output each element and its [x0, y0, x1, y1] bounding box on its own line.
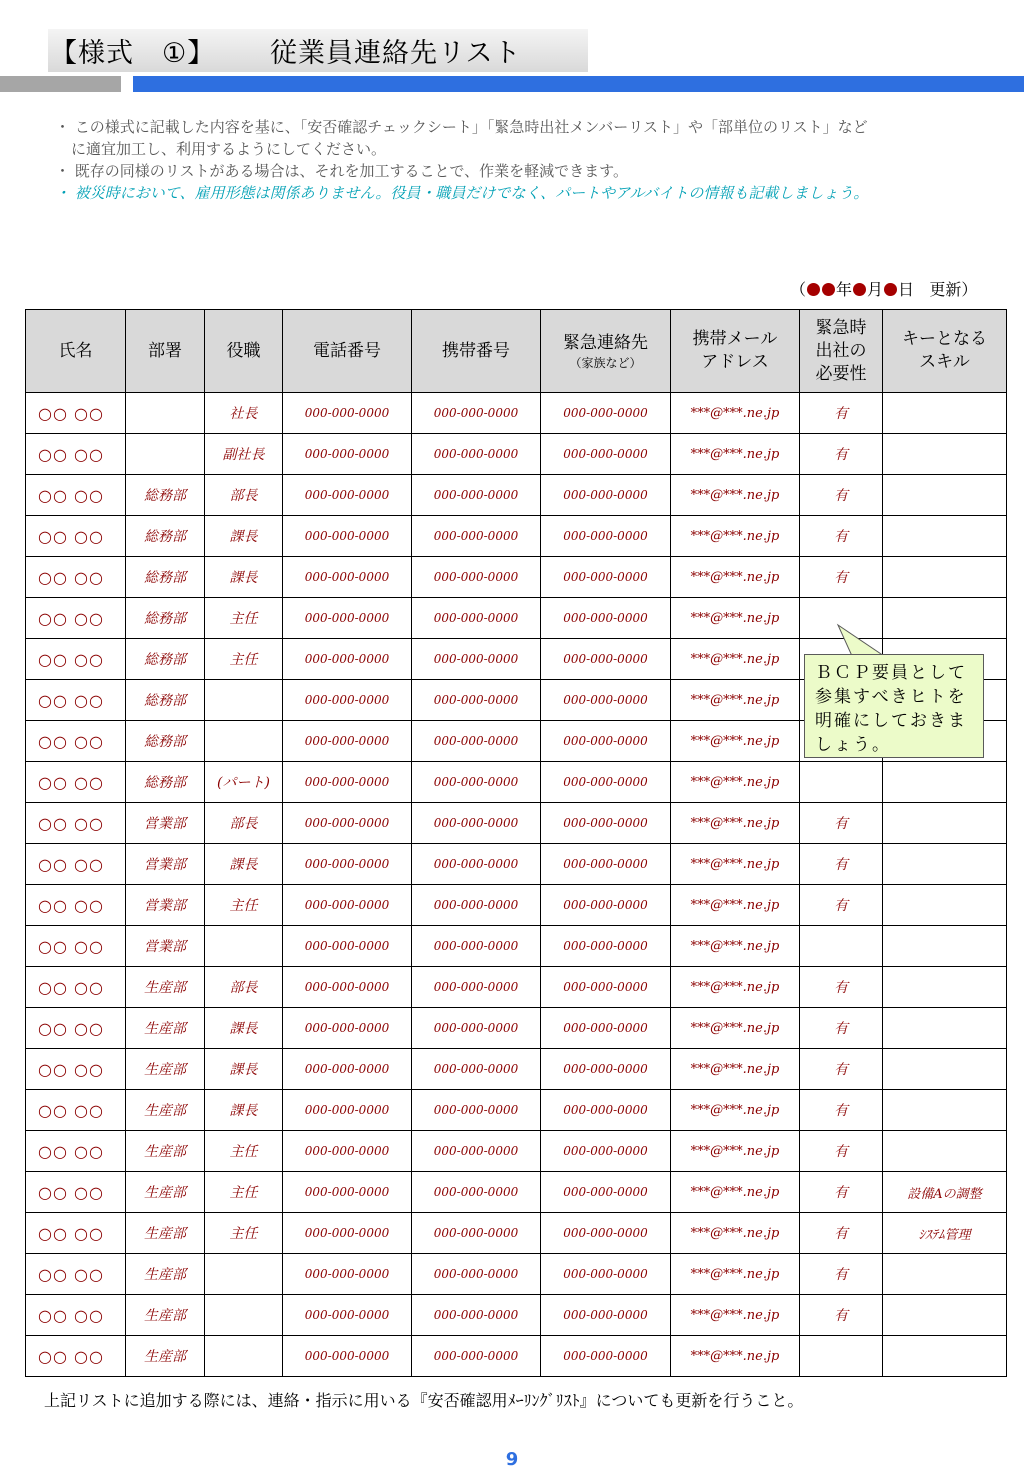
cell-mobile: 000-000-0000: [412, 393, 541, 434]
cell-emergency: 000-000-0000: [541, 393, 671, 434]
cell-dept: 生産部: [126, 1213, 205, 1254]
table-row: [26, 1090, 1007, 1131]
header-phone: 電話番号: [283, 310, 412, 393]
cell-dept: 営業部: [126, 885, 205, 926]
cell-need: 有: [800, 1131, 883, 1172]
cell-mail: ***@***.ne.jp: [671, 1336, 800, 1377]
cell-dept: 総務部: [126, 516, 205, 557]
header-name: 氏名: [26, 310, 126, 393]
cell-name: ○○ ○○: [26, 1049, 126, 1090]
cell-role: 課長: [205, 1090, 283, 1131]
cell-role: 課長: [205, 844, 283, 885]
cell-phone: 000-000-0000: [283, 844, 412, 885]
cell-phone: 000-000-0000: [283, 1336, 412, 1377]
cell-role: 部長: [205, 475, 283, 516]
update-year: 年: [836, 280, 853, 299]
table-row: [26, 1254, 1007, 1295]
cell-skill: [883, 393, 1007, 434]
cell-mobile: 000-000-0000: [412, 1295, 541, 1336]
cell-role: 主任: [205, 639, 283, 680]
header-need-line3: 必要性: [815, 363, 867, 384]
cell-mail: ***@***.ne.jp: [671, 1049, 800, 1090]
cell-role: 主任: [205, 1172, 283, 1213]
table-row: [26, 1336, 1007, 1377]
cell-name: ○○ ○○: [26, 967, 126, 1008]
cell-skill: [883, 803, 1007, 844]
cell-role: 主任: [205, 1131, 283, 1172]
cell-phone: 000-000-0000: [283, 475, 412, 516]
cell-emergency: 000-000-0000: [541, 434, 671, 475]
cell-mobile: 000-000-0000: [412, 434, 541, 475]
cell-need: 有: [800, 885, 883, 926]
page-number: 9: [505, 1449, 519, 1470]
title-box: [48, 29, 588, 72]
cell-name: ○○ ○○: [26, 762, 126, 803]
cell-dept: 生産部: [126, 1295, 205, 1336]
cell-mail: ***@***.ne.jp: [671, 803, 800, 844]
cell-phone: 000-000-0000: [283, 557, 412, 598]
table-row: [26, 967, 1007, 1008]
cell-mobile: 000-000-0000: [412, 844, 541, 885]
cell-mail: ***@***.ne.jp: [671, 762, 800, 803]
cell-phone: 000-000-0000: [283, 967, 412, 1008]
cell-mail: ***@***.ne.jp: [671, 680, 800, 721]
cell-name: ○○ ○○: [26, 598, 126, 639]
cell-phone: 000-000-0000: [283, 598, 412, 639]
cell-name: ○○ ○○: [26, 434, 126, 475]
update-month: 月: [867, 280, 884, 299]
table-row: [26, 434, 1007, 475]
cell-mobile: 000-000-0000: [412, 1254, 541, 1295]
cell-mail: ***@***.ne.jp: [671, 1295, 800, 1336]
cell-skill: [883, 1090, 1007, 1131]
cell-emergency: 000-000-0000: [541, 762, 671, 803]
cell-skill: [883, 557, 1007, 598]
cell-phone: 000-000-0000: [283, 1090, 412, 1131]
cell-mobile: 000-000-0000: [412, 885, 541, 926]
cell-mail: ***@***.ne.jp: [671, 598, 800, 639]
table-row: [26, 844, 1007, 885]
header-bar-gray: [0, 76, 121, 92]
placeholder-dot-icon: [822, 283, 835, 296]
cell-mobile: 000-000-0000: [412, 1131, 541, 1172]
cell-need: 有: [800, 393, 883, 434]
cell-name: ○○ ○○: [26, 680, 126, 721]
cell-skill: [883, 967, 1007, 1008]
placeholder-dot-icon: [807, 283, 820, 296]
instructions: [55, 116, 995, 204]
cell-need: 有: [800, 967, 883, 1008]
cell-mail: ***@***.ne.jp: [671, 926, 800, 967]
header-mobile: 携帯番号: [412, 310, 541, 393]
cell-need: 有: [800, 844, 883, 885]
cell-mail: ***@***.ne.jp: [671, 434, 800, 475]
cell-skill: 設備Aの調整: [883, 1172, 1007, 1213]
cell-mobile: 000-000-0000: [412, 803, 541, 844]
cell-emergency: 000-000-0000: [541, 1090, 671, 1131]
note-line: ・ 既存の同様のリストがある場合は、それを加工することで、作業を軽減できます。: [55, 162, 628, 180]
cell-dept: 生産部: [126, 1090, 205, 1131]
cell-mobile: 000-000-0000: [412, 1090, 541, 1131]
cell-emergency: 000-000-0000: [541, 1295, 671, 1336]
cell-mail: ***@***.ne.jp: [671, 639, 800, 680]
cell-skill: [883, 598, 1007, 639]
cell-dept: 生産部: [126, 1131, 205, 1172]
header-mail-line2: アドレス: [701, 352, 769, 372]
cell-name: ○○ ○○: [26, 557, 126, 598]
cell-role: [205, 926, 283, 967]
cell-mobile: 000-000-0000: [412, 557, 541, 598]
cell-need: [800, 1336, 883, 1377]
cell-emergency: 000-000-0000: [541, 967, 671, 1008]
cell-name: ○○ ○○: [26, 1213, 126, 1254]
cell-dept: 総務部: [126, 762, 205, 803]
cell-skill: [883, 1295, 1007, 1336]
cell-skill: [883, 1336, 1007, 1377]
cell-mail: ***@***.ne.jp: [671, 393, 800, 434]
cell-phone: 000-000-0000: [283, 762, 412, 803]
cell-dept: 総務部: [126, 598, 205, 639]
cell-role: 副社長: [205, 434, 283, 475]
table-row: [26, 557, 1007, 598]
bcp-callout: [804, 654, 984, 758]
placeholder-dot-icon: [853, 283, 866, 296]
placeholder-dot-icon: [884, 283, 897, 296]
cell-mobile: 000-000-0000: [412, 1008, 541, 1049]
cell-skill: [883, 844, 1007, 885]
header-bar-blue: [133, 76, 1024, 92]
cell-mail: ***@***.ne.jp: [671, 557, 800, 598]
cell-mail: ***@***.ne.jp: [671, 967, 800, 1008]
header-mail: [671, 310, 800, 393]
table-row: [26, 1295, 1007, 1336]
cell-role: 課長: [205, 1008, 283, 1049]
update-open: （: [790, 280, 807, 299]
cell-skill: [883, 434, 1007, 475]
form-label: 【様式 ①】: [50, 38, 216, 69]
cell-mobile: 000-000-0000: [412, 721, 541, 762]
cell-name: ○○ ○○: [26, 885, 126, 926]
cell-phone: 000-000-0000: [283, 639, 412, 680]
callout-line: 明確にしておきま: [815, 711, 967, 731]
header-emergency: [541, 310, 671, 393]
cell-skill: ｼｽﾃﾑ管理: [883, 1213, 1007, 1254]
header-skill: [883, 310, 1007, 393]
note-line: ・ この様式に記載した内容を基に、「安否確認チェックシート」「緊急時出社メンバーリスト」や「部単位のリスト」など: [55, 118, 868, 136]
table-row: [26, 1213, 1007, 1254]
cell-name: ○○ ○○: [26, 1295, 126, 1336]
cell-dept: 生産部: [126, 1254, 205, 1295]
cell-emergency: 000-000-0000: [541, 1254, 671, 1295]
cell-phone: 000-000-0000: [283, 680, 412, 721]
cell-name: ○○ ○○: [26, 639, 126, 680]
cell-role: 課長: [205, 1049, 283, 1090]
table-row: [26, 1172, 1007, 1213]
cell-dept: 生産部: [126, 967, 205, 1008]
cell-mobile: 000-000-0000: [412, 1049, 541, 1090]
header-emergency-main: 緊急連絡先: [563, 332, 648, 353]
cell-phone: 000-000-0000: [283, 1295, 412, 1336]
header-skill-line1: キーとなる: [902, 329, 987, 349]
cell-name: ○○ ○○: [26, 844, 126, 885]
header-need: [800, 310, 883, 393]
cell-phone: 000-000-0000: [283, 1172, 412, 1213]
update-stamp: [790, 277, 977, 300]
cell-mobile: 000-000-0000: [412, 762, 541, 803]
note-line: に適宜加工し、利用するようにしてください。: [71, 140, 387, 158]
cell-name: ○○ ○○: [26, 1336, 126, 1377]
cell-phone: 000-000-0000: [283, 1254, 412, 1295]
cell-role: [205, 1254, 283, 1295]
cell-role: [205, 680, 283, 721]
cell-need: 有: [800, 1049, 883, 1090]
cell-emergency: 000-000-0000: [541, 844, 671, 885]
table-row: [26, 926, 1007, 967]
cell-role: [205, 721, 283, 762]
cell-name: ○○ ○○: [26, 1131, 126, 1172]
cell-mobile: 000-000-0000: [412, 967, 541, 1008]
footer-note: 上記リストに追加する際には、連絡・指示に用いる『安否確認用ﾒｰﾘﾝｸﾞﾘｽﾄ』についても更新を行うこと。: [44, 1391, 804, 1410]
note-line-highlight: ・ 被災時において、雇用形態は関係ありません。役員・職員だけでなく、パートやアルバイトの情報も記載しましょう。: [55, 184, 869, 202]
cell-dept: [126, 434, 205, 475]
cell-mobile: 000-000-0000: [412, 680, 541, 721]
table-row: [26, 516, 1007, 557]
cell-dept: 生産部: [126, 1172, 205, 1213]
callout-pointer: [832, 623, 892, 658]
cell-name: ○○ ○○: [26, 803, 126, 844]
cell-phone: 000-000-0000: [283, 1131, 412, 1172]
cell-emergency: 000-000-0000: [541, 516, 671, 557]
cell-emergency: 000-000-0000: [541, 803, 671, 844]
cell-need: [800, 762, 883, 803]
cell-need: 有: [800, 803, 883, 844]
cell-phone: 000-000-0000: [283, 393, 412, 434]
cell-role: 課長: [205, 557, 283, 598]
cell-mobile: 000-000-0000: [412, 1213, 541, 1254]
cell-emergency: 000-000-0000: [541, 1213, 671, 1254]
table-row: [26, 762, 1007, 803]
cell-name: ○○ ○○: [26, 1090, 126, 1131]
cell-dept: 営業部: [126, 803, 205, 844]
cell-emergency: 000-000-0000: [541, 1336, 671, 1377]
cell-name: ○○ ○○: [26, 475, 126, 516]
cell-mail: ***@***.ne.jp: [671, 844, 800, 885]
cell-name: ○○ ○○: [26, 1254, 126, 1295]
cell-dept: 総務部: [126, 680, 205, 721]
cell-phone: 000-000-0000: [283, 1213, 412, 1254]
cell-mail: ***@***.ne.jp: [671, 475, 800, 516]
table-row: [26, 393, 1007, 434]
header-dept: 部署: [126, 310, 205, 393]
cell-need: 有: [800, 1254, 883, 1295]
cell-skill: [883, 1008, 1007, 1049]
cell-name: ○○ ○○: [26, 721, 126, 762]
cell-role: 課長: [205, 516, 283, 557]
callout-line: 参集すべきヒトを: [815, 687, 967, 707]
cell-mobile: 000-000-0000: [412, 926, 541, 967]
cell-need: 有: [800, 1090, 883, 1131]
cell-dept: 総務部: [126, 475, 205, 516]
header-role: 役職: [205, 310, 283, 393]
table-header-row: [26, 310, 1007, 393]
cell-name: ○○ ○○: [26, 1008, 126, 1049]
cell-role: (パート): [205, 762, 283, 803]
cell-emergency: 000-000-0000: [541, 639, 671, 680]
cell-role: 社長: [205, 393, 283, 434]
table-row: [26, 1008, 1007, 1049]
cell-mail: ***@***.ne.jp: [671, 1213, 800, 1254]
cell-need: 有: [800, 1213, 883, 1254]
cell-phone: 000-000-0000: [283, 885, 412, 926]
cell-name: ○○ ○○: [26, 393, 126, 434]
cell-dept: 総務部: [126, 721, 205, 762]
cell-emergency: 000-000-0000: [541, 1131, 671, 1172]
cell-role: 主任: [205, 598, 283, 639]
cell-skill: [883, 762, 1007, 803]
cell-emergency: 000-000-0000: [541, 680, 671, 721]
cell-skill: [883, 475, 1007, 516]
cell-skill: [883, 1049, 1007, 1090]
cell-mobile: 000-000-0000: [412, 1336, 541, 1377]
cell-skill: [883, 1254, 1007, 1295]
cell-dept: 生産部: [126, 1008, 205, 1049]
cell-role: 主任: [205, 1213, 283, 1254]
cell-dept: 生産部: [126, 1336, 205, 1377]
cell-emergency: 000-000-0000: [541, 598, 671, 639]
cell-mail: ***@***.ne.jp: [671, 1008, 800, 1049]
header-mail-line1: 携帯メール: [692, 329, 778, 349]
table-row: [26, 803, 1007, 844]
callout-line: ＢＣＰ要員として: [815, 663, 967, 683]
cell-name: ○○ ○○: [26, 1172, 126, 1213]
table-body: [26, 393, 1007, 1377]
cell-skill: [883, 926, 1007, 967]
cell-phone: 000-000-0000: [283, 926, 412, 967]
cell-phone: 000-000-0000: [283, 516, 412, 557]
cell-role: [205, 1336, 283, 1377]
header-need-line1: 緊急時: [815, 317, 867, 338]
cell-emergency: 000-000-0000: [541, 557, 671, 598]
cell-role: [205, 1295, 283, 1336]
cell-emergency: 000-000-0000: [541, 1049, 671, 1090]
cell-name: ○○ ○○: [26, 926, 126, 967]
header-emergency-sub: （家族など）: [569, 355, 642, 370]
cell-phone: 000-000-0000: [283, 1049, 412, 1090]
cell-dept: 生産部: [126, 1049, 205, 1090]
cell-need: 有: [800, 1295, 883, 1336]
cell-need: 有: [800, 557, 883, 598]
cell-emergency: 000-000-0000: [541, 885, 671, 926]
cell-mobile: 000-000-0000: [412, 1172, 541, 1213]
cell-phone: 000-000-0000: [283, 721, 412, 762]
contact-table: [25, 309, 1007, 1377]
cell-emergency: 000-000-0000: [541, 475, 671, 516]
cell-need: 有: [800, 516, 883, 557]
cell-role: 部長: [205, 803, 283, 844]
cell-need: 有: [800, 1008, 883, 1049]
cell-emergency: 000-000-0000: [541, 926, 671, 967]
cell-mail: ***@***.ne.jp: [671, 1254, 800, 1295]
cell-phone: 000-000-0000: [283, 803, 412, 844]
cell-need: 有: [800, 475, 883, 516]
cell-need: 有: [800, 434, 883, 475]
header-skill-line2: スキル: [919, 352, 970, 372]
update-day: 日: [898, 280, 915, 299]
cell-dept: 営業部: [126, 844, 205, 885]
cell-mobile: 000-000-0000: [412, 639, 541, 680]
cell-mobile: 000-000-0000: [412, 598, 541, 639]
cell-emergency: 000-000-0000: [541, 1008, 671, 1049]
cell-need: [800, 926, 883, 967]
cell-dept: 総務部: [126, 557, 205, 598]
cell-name: ○○ ○○: [26, 516, 126, 557]
cell-role: 主任: [205, 885, 283, 926]
cell-phone: 000-000-0000: [283, 434, 412, 475]
table-row: [26, 885, 1007, 926]
cell-skill: [883, 885, 1007, 926]
cell-mobile: 000-000-0000: [412, 516, 541, 557]
cell-need: 有: [800, 1172, 883, 1213]
cell-mail: ***@***.ne.jp: [671, 721, 800, 762]
cell-mail: ***@***.ne.jp: [671, 1172, 800, 1213]
cell-mobile: 000-000-0000: [412, 475, 541, 516]
header-need-line2: 出社の: [815, 340, 867, 361]
cell-mail: ***@***.ne.jp: [671, 1131, 800, 1172]
cell-phone: 000-000-0000: [283, 1008, 412, 1049]
cell-skill: [883, 1131, 1007, 1172]
cell-dept: 総務部: [126, 639, 205, 680]
table-row: [26, 1131, 1007, 1172]
update-label: 更新）: [929, 280, 978, 299]
callout-line: しょう。: [815, 735, 891, 755]
table-row: [26, 1049, 1007, 1090]
cell-dept: 営業部: [126, 926, 205, 967]
table-row: [26, 475, 1007, 516]
cell-emergency: 000-000-0000: [541, 1172, 671, 1213]
cell-dept: [126, 393, 205, 434]
cell-mail: ***@***.ne.jp: [671, 885, 800, 926]
cell-emergency: 000-000-0000: [541, 721, 671, 762]
cell-mail: ***@***.ne.jp: [671, 516, 800, 557]
cell-mail: ***@***.ne.jp: [671, 1090, 800, 1131]
page-title: 従業員連絡先リスト: [270, 38, 522, 69]
cell-role: 部長: [205, 967, 283, 1008]
cell-skill: [883, 516, 1007, 557]
